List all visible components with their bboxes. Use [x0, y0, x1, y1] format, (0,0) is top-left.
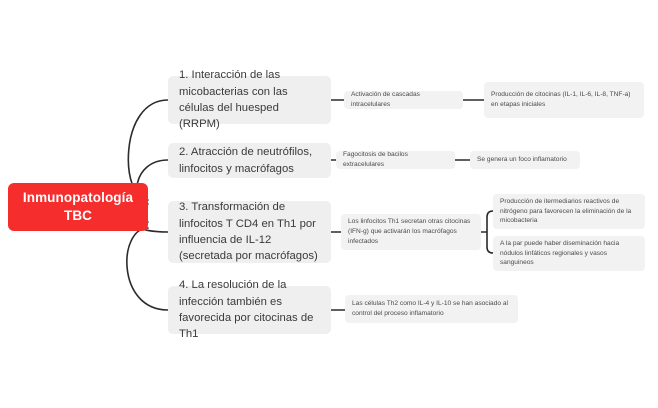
- topic-branch-4[interactable]: [168, 279, 331, 341]
- topic-branch-4-label: 4. La resolución de la infección también es favorecida por citocinas de Th1: [179, 279, 314, 341]
- root-title-line2: TBC: [63, 208, 93, 223]
- leaf-branch-3-bottom[interactable]: [493, 236, 645, 271]
- leaf-branch-3-top-label: Producción de itermediarios reactivos de nitrógeno para favorecen la eliminación de la micobacteria: [500, 197, 632, 225]
- sublabel-branch-4-label: Las células Th2 como IL-4 y IL-10 se han asociado al control del proceso inflamatorio: [352, 300, 509, 317]
- root-node[interactable]: [8, 183, 148, 231]
- sublabel-branch-3-label: Los linfocitos Th1 secretan otras citocinas (IFN-g) que activarán los macrófagos infectados: [348, 218, 471, 245]
- leaf-branch-2-label: Se genera un foco inflamatorio: [477, 156, 567, 164]
- sublabel-branch-4[interactable]: [345, 295, 518, 323]
- sublabel-branch-2-label: Fagocitosis de bacilos extracelulares: [343, 151, 408, 168]
- leaf-branch-1[interactable]: [484, 82, 644, 118]
- sublabel-branch-2[interactable]: [336, 151, 455, 169]
- topic-branch-3[interactable]: [168, 201, 331, 263]
- sublabel-branch-1-label: Activación de cascadas intracelulares: [351, 91, 420, 108]
- root-title-line1: Inmunopatología: [22, 189, 134, 205]
- topic-branch-3-label: 3. Transformación de linfocitos T CD4 en Th1 por influencia de IL-12 (secretada por macrófagos): [179, 201, 318, 263]
- connector-branch-3-bracket: [481, 211, 493, 253]
- topic-branch-2[interactable]: [168, 143, 331, 178]
- topic-branch-2-label: 2. Atracción de neutrófilos, linfocitos y macrófagos: [179, 146, 313, 175]
- topic-branch-1-label: 1. Interacción de las micobacterias con las células del huesped (RRPM): [179, 69, 288, 131]
- leaf-branch-3-top[interactable]: [493, 194, 645, 229]
- leaf-branch-3-bottom-label: A la par puede haber diseminación hacia nódulos linfáticos regionales y vasos sanguineos: [500, 239, 620, 267]
- connector-root-branch-4: [127, 228, 168, 310]
- sublabel-branch-3[interactable]: [341, 214, 481, 250]
- leaf-branch-1-label: Producción de citocinas (IL-1, IL-6, IL-8, TNF-a) en etapas iniciales: [491, 91, 631, 108]
- topic-branch-1[interactable]: [168, 69, 331, 131]
- sublabel-branch-1[interactable]: [344, 91, 463, 109]
- leaf-branch-2[interactable]: [470, 151, 580, 169]
